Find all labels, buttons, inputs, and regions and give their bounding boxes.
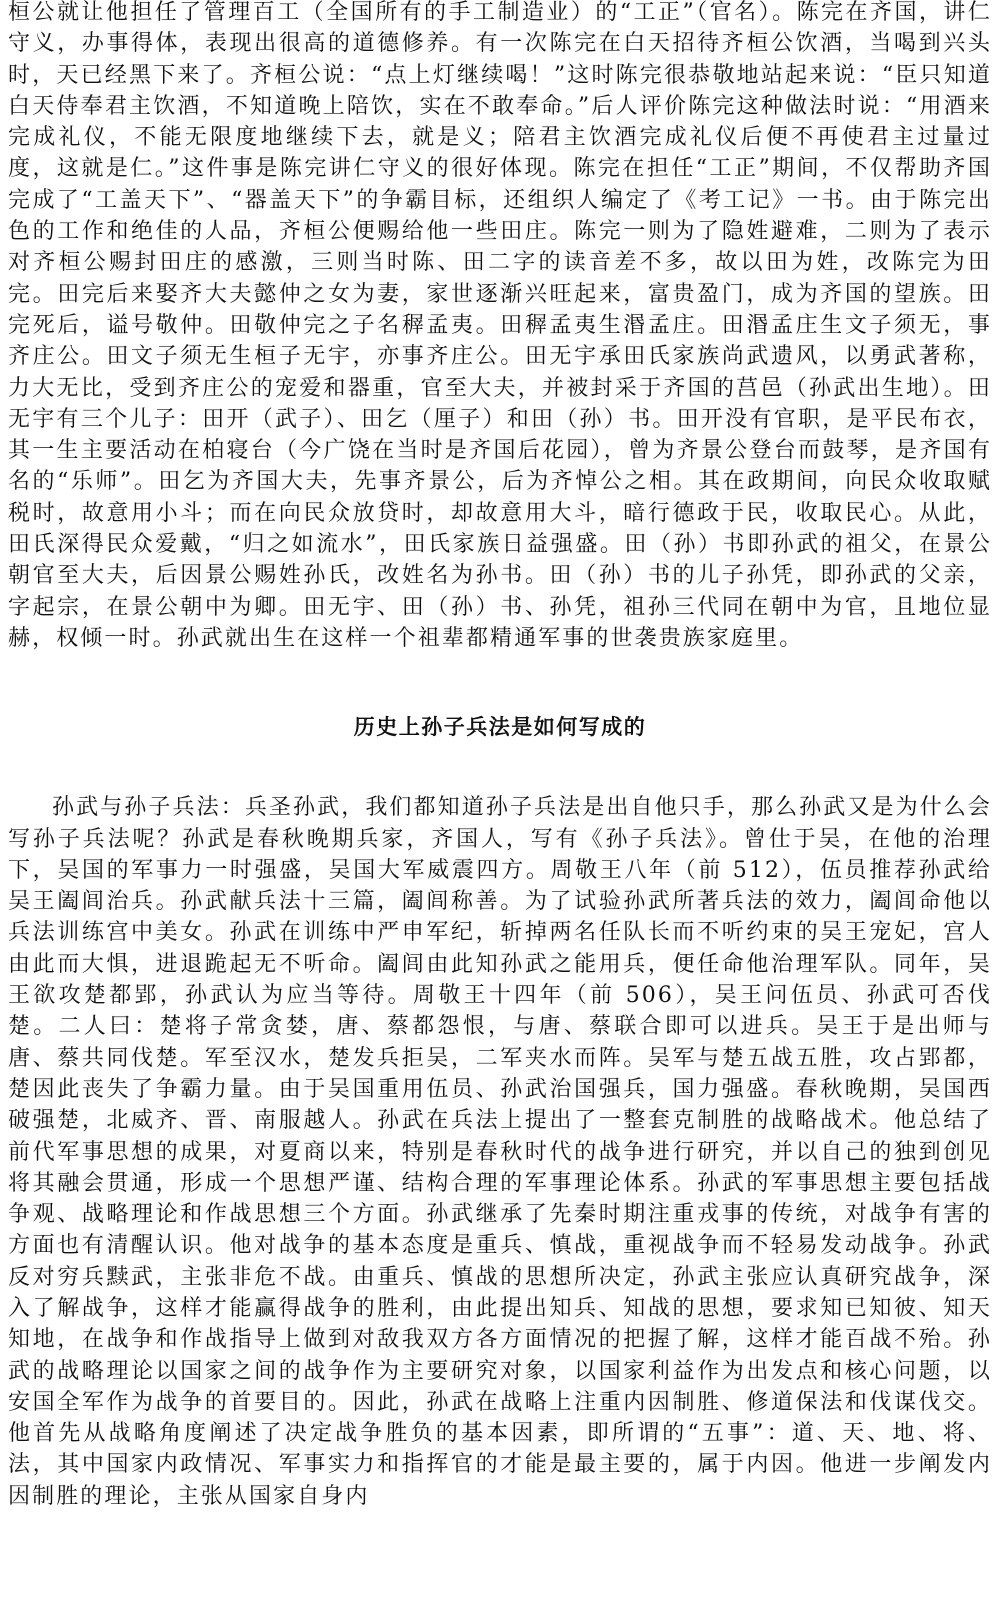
heading-spacer: [8, 742, 992, 792]
body-paragraph-continuation: 桓公就让他担任了管理百工（全国所有的手工制造业）的“工正”（官名）。陈完在齐国，讲仁守义，办事得体，表现出很高的道德修养。有一次陈完在白天招待齐桓公饮酒，当喝到兴头时，天已经黑下来了。齐桓公说：“点上灯继续喝！”这时陈完很恭敬地站起来说：“臣只知道白天侍奉君主饮酒，不知道晚上陪饮，实在不敢奉命。”后人评价陈完这种做法时说：“用酒来完成礼仪，不能无限度地继续下去，就是义；陪君主饮酒完成礼仪后便不再使君主过量过度，这就是仁。”这件事是陈完讲仁守义的很好体现。陈完在担任“工正”期间，不仅帮助齐国完成了“工盖天下”、“器盖天下”的争霸目标，还组织人编定了《考工记》一书。由于陈完出色的工作和绝佳的人品，齐桓公便赐给他一些田庄。陈完一则为了隐姓避难，二则为了表示对齐桓公赐封田庄的感激，三则当时陈、田二字的读音差不多，故以田为姓，改陈完为田完。田完后来娶齐大夫懿仲之女为妻，家世逐渐兴旺起来，富贵盈门，成为齐国的望族。田完死后，谥号敬仲。田敬仲完之子名稺孟夷。田稺孟夷生湣孟庄。田湣孟庄生文子须无，事齐庄公。田文子须无生桓子无宇，亦事齐庄公。田无宇承田氏家族尚武遗风，以勇武著称，力大无比，受到齐庄公的宠爱和器重，官至大夫，并被封采于齐国的莒邑（孙武出生地）。田无宇有三个儿子：田开（武子）、田乞（厘子）和田（孙）书。田开没有官职，是平民布衣，其一生主要活动在柏寝台（今广饶在当时是齐国后花园），曾为齐景公登台而鼓琴，是齐国有名的“乐师”。田乞为齐国大夫，先事齐景公，后为齐悼公之相。其在政期间，向民众收取赋税时，故意用小斗；而在向民众放贷时，却故意用大斗，暗行德政于民，收取民心。从此，田氏深得民众爱戴，“归之如流水”，田氏家族日益强盛。田（孙）书即孙武的祖父，在景公朝官至大夫，后因景公赐姓孙氏，改姓名为孙书。田（孙）书的儿子孙凭，即孙武的父亲，字起宗，在景公朝中为卿。田无宇、田（孙）书、孙凭，祖孙三代同在朝中为官，且地位显赫，权倾一时。孙武就出生在这样一个祖辈都精通军事的世袭贵族家庭里。: [8, 0, 992, 651]
section-heading: 历史上孙子兵法是如何写成的: [353, 715, 647, 740]
body-paragraph-sunzi: 孙武与孙子兵法：兵圣孙武，我们都知道孙子兵法是出自他只手，那么孙武又是为什么会写孙子兵法呢？孙武是春秋晚期兵家，齐国人，写有《孙子兵法》。曾仕于吴，在他的治理下，吴国的军事力一时强盛，吴国大军威震四方。周敬王八年（前 512），伍员推荐孙武给吴王阖闾治兵。孙武献兵法十三篇，阖闾称善。为了试验孙武所著兵法的效力，阖闾命他以兵法训练宫中美女。孙武在训练中严申军纪，斩掉两名任队长而不听约束的吴王宠妃，宫人由此而大惧，进退跪起无不听命。阖闾由此知孙武之能用兵，便任命他治理军队。同年，吴王欲攻楚都郢，孙武认为应当等待。周敬王十四年（前 506），吴王问伍员、孙武可否伐楚。二人曰：楚将子常贪婪，唐、蔡都怨恨，与唐、蔡联合即可以进兵。吴王于是出师与唐、蔡共同伐楚。军至汉水，楚发兵拒吴，二军夹水而阵。吴军与楚五战五胜，攻占郢都，楚因此丧失了争霸力量。由于吴国重用伍员、孙武治国强兵，国力强盛。春秋晚期，吴国西破强楚，北威齐、晋、南服越人。孙武在兵法上提出了一整套克制胜的战略战术。他总结了前代军事思想的成果，对夏商以来，特别是春秋时代的战争进行研究，并以自己的独到创见将其融会贯通，形成一个思想严谨、结构合理的军事理论体系。孙武的军事思想主要包括战争观、战略理论和作战思想三个方面。孙武继承了先秦时期注重戎事的传统，对战争有害的方面也有清醒认识。他对战争的基本态度是重兵、慎战，重视战争而不轻易发动战争。孙武反对穷兵黩武，主张非危不战。由重兵、慎战的思想所决定，孙武主张应认真研究战争，深入了解战争，这样才能赢得战争的胜利，由此提出知兵、知战的思想，要求知已知彼、知天知地，在战争和作战指导上做到对敌我双方各方面情况的把握了解，这样才能百战不殆。孙武的战略理论以国家之间的战争作为主要研究对象，以国家利益作为出发点和核心问题，以安国全军作为战争的首要目的。因此，孙武在战略上注重内因制胜、修道保法和伐谋伐交。他首先从战略角度阐述了决定战争胜负的基本因素，即所谓的“五事”：道、天、地、将、法，其中国家内政情况、军事实力和指挥官的才能是最主要的，属于内因。他进一步阐发内因制胜的理论，主张从国家自身内: [8, 795, 992, 1509]
document-page: [8, 0, 992, 1512]
